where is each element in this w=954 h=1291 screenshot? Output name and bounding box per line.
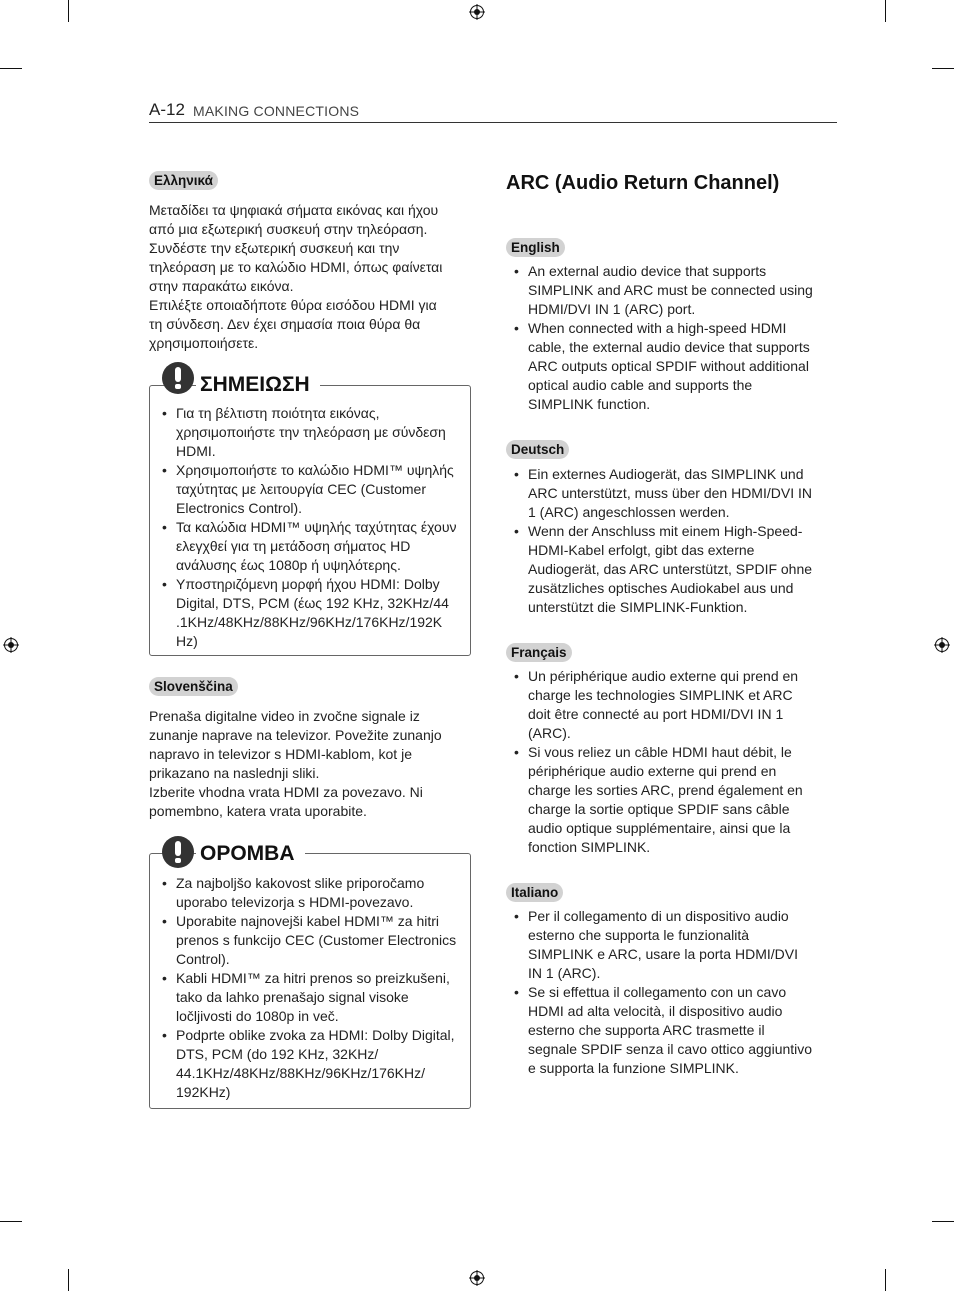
list-item: • Υποστηριζόμενη μορφή ήχου HDMI: Dolby Digital, DTS, PCM (έως 192 KHz, 32KHz/44 .1KHz/48KHz/88KHz/96KHz/176KHz/192K Hz) (162, 575, 460, 651)
registration-mark-icon (3, 637, 19, 653)
list-item: • Τα καλώδια HDMI™ υψηλής ταχύτητας έχουν ελεγχθεί για τη μετάδοση σήματος HD ανάλυσης έως 1080p ή υψηλότερης. (162, 518, 460, 575)
language-tag-deutsch: Deutsch (506, 440, 569, 459)
language-tag-italiano: Italiano (506, 883, 563, 902)
list-item: • Wenn der Anschluss mit einem High-Speed-HDMI-Kabel erfolgt, gibt das externe Audiogerät, das ARC unterstützt, SPDIF ohne zusätzliches optisches Audiokabel aus und unterstützt die SIMPLINK-Funktion. (514, 522, 814, 617)
crop-mark (68, 0, 69, 22)
text-line: από μια εξωτερική συσκευή στην τηλεόραση. (149, 221, 428, 237)
text-line: pomembno, katera vrata uporabite. (149, 803, 367, 819)
registration-mark-icon (934, 637, 950, 653)
italiano-list (514, 907, 814, 1078)
list-item: • Per il collegamento di un dispositivo audio esterno che supporta le funzionalità SIMPLINK e ARC, usare la porta HDMI/DVI IN 1 (ARC). (514, 907, 814, 983)
text-line: prikazano na naslednji sliki. (149, 765, 320, 781)
crop-mark (0, 1221, 22, 1222)
note-title-greek: ΣΗΜΕΙΩΣΗ (196, 373, 320, 397)
language-tag-francais: Français (506, 643, 572, 662)
list-item: • Χρησιμοποιήστε το καλώδιο HDMI™ υψηλής ταχύτητας με λειτουργία CEC (Customer Electronics Control). (162, 461, 460, 518)
text-line: τη σύνδεση. Δεν έχει σημασία ποια θύρα θα (149, 316, 421, 332)
slovenian-body (149, 707, 469, 821)
list-item: • Za najboljšo kakovost slike priporočamo uporabo televizorja s HDMI-povezavo. (162, 874, 460, 912)
exclamation-icon (162, 836, 194, 868)
note-list-slovenian (162, 874, 460, 1102)
list-item: • Un périphérique audio externe qui prend en charge les technologies SIMPLINK et ARC doit être connecté au port HDMI/DVI IN 1 (ARC). (514, 667, 814, 743)
language-tag-slovenian: Slovenščina (149, 677, 238, 696)
text-line: στην παρακάτω εικόνα. (149, 278, 294, 294)
section-title: MAKING CONNECTIONS (193, 103, 360, 119)
text-line: Μεταδίδει τα ψηφιακά σήματα εικόνας και ήχου (149, 202, 439, 218)
crop-mark (885, 0, 886, 22)
text-line: napravo in televizor s HDMI-kablom, kot je (149, 746, 412, 762)
text-line: zunanje naprave na televizor. Povežite zunanjo (149, 727, 442, 743)
text-line: Izberite vhodna vrata HDMI za povezavo. Ni (149, 784, 423, 800)
registration-mark-icon (469, 4, 485, 20)
list-item: • An external audio device that supports SIMPLINK and ARC must be connected using HDMI/DVI IN 1 (ARC) port. (514, 262, 814, 319)
note-title-slovenian: OPOMBA (196, 842, 305, 866)
text-line: τηλεόραση με το καλώδιο HDMI, όπως φαίνεται (149, 259, 443, 275)
arc-heading: ARC (Audio Return Channel) (506, 172, 780, 194)
note-list-greek (162, 404, 460, 651)
list-item: • Podprte oblike zvoka za HDMI: Dolby Digital, DTS, PCM (do 192 KHz, 32KHz/ 44.1KHz/48KHz/88KHz/96KHz/176KHz/ 192KHz) (162, 1026, 460, 1102)
language-tag-english: English (506, 238, 565, 257)
crop-mark (68, 1269, 69, 1291)
text-line: Επιλέξτε οποιαδήποτε θύρα εισόδου HDMI για (149, 297, 437, 313)
crop-mark (932, 1221, 954, 1222)
page-number: A-12 (149, 100, 185, 119)
list-item: • Uporabite najnovejši kabel HDMI™ za hitri prenos s funkcijo CEC (Customer Electronics Control). (162, 912, 460, 969)
crop-mark (932, 68, 954, 69)
crop-mark (0, 68, 22, 69)
list-item: • Kabli HDMI™ za hitri prenos so preizkušeni, tako da lahko prenašajo signal visoke ločljivosti do 1080p in več. (162, 969, 460, 1026)
page-header (149, 100, 837, 123)
list-item: • Si vous reliez un câble HDMI haut débit, le périphérique audio externe qui prend en charge les sorties ARC, prend également en charge la sortie optique SPDIF sans câble audio optique supplémentaire, ainsi que la fonction SIMPLINK. (514, 743, 814, 857)
text-line: Prenaša digitalne video in zvočne signale iz (149, 708, 420, 724)
list-item: • Για τη βέλτιστη ποιότητα εικόνας, χρησιμοποιήστε την τηλεόραση με σύνδεση HDMI. (162, 404, 460, 461)
list-item: • Se si effettua il collegamento con un cavo HDMI ad alta velocità, il dispositivo audio esterno che supporta ARC trasmette il segnale SPDIF senza il cavo ottico aggiuntivo e supporta la funzione SIMPLINK. (514, 983, 814, 1078)
deutsch-list (514, 465, 814, 617)
list-item: • Ein externes Audiogerät, das SIMPLINK und ARC unterstützt, muss über den HDMI/DVI IN 1 (ARC) angeschlossen werden. (514, 465, 814, 522)
language-tag-greek: Ελληνικά (149, 171, 218, 190)
greek-body (149, 201, 469, 353)
exclamation-icon (162, 362, 194, 394)
registration-mark-icon (469, 1270, 485, 1286)
english-list (514, 262, 814, 414)
list-item: • When connected with a high-speed HDMI cable, the external audio device that supports ARC outputs optical SPDIF without additional optical audio cable and supports the SIMPLINK function. (514, 319, 814, 414)
text-line: Συνδέστε την εξωτερική συσκευή και την (149, 240, 400, 256)
francais-list (514, 667, 814, 857)
crop-mark (885, 1269, 886, 1291)
text-line: χρησιμοποιήσετε. (149, 335, 259, 351)
